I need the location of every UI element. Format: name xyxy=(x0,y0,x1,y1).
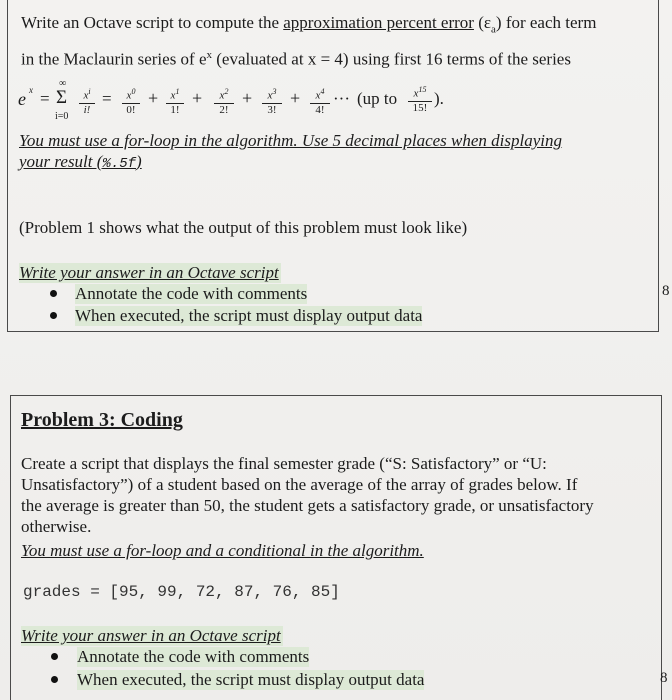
format-spec: %.5f xyxy=(102,156,137,172)
formula-lhs: e xyxy=(18,89,26,109)
line-1-end: ) for each term xyxy=(495,13,597,32)
grades-array-code: grades = [95, 99, 72, 87, 76, 85] xyxy=(23,583,340,601)
bullet-dot xyxy=(51,653,58,660)
problem-2-note: (Problem 1 shows what the output of this problem must look like) xyxy=(19,218,468,237)
loop-instruction-line-2: your result (%.5f) xyxy=(19,152,142,172)
bullet-annotate: Annotate the code with comments xyxy=(77,647,310,666)
term-0: $x^0$ 0! xyxy=(122,86,140,116)
plus-2: + xyxy=(192,88,203,108)
answer-heading: Write your answer in an Octave script xyxy=(19,263,279,282)
formula-upto: (up to xyxy=(357,89,398,108)
answer-heading: Write your answer in an Octave script xyxy=(21,626,281,645)
formula-equals-1: = xyxy=(40,89,50,108)
epsilon-open: (ε xyxy=(473,13,492,32)
bullet-output: When executed, the script must display output data xyxy=(77,670,425,689)
term-4: $x^4$ 4! xyxy=(310,86,330,116)
problem-3-para-line-4: otherwise. xyxy=(21,517,92,536)
problem-3-loop-instruction: You must use a for-loop and a conditional in the algorithm. xyxy=(21,541,424,560)
problem-3-title: Problem 3: Coding xyxy=(21,409,183,431)
line-1-text: Write an Octave script to compute the xyxy=(21,13,284,32)
problem-2-line-2 xyxy=(21,49,571,70)
problem-2-line-1 xyxy=(21,13,596,35)
epsilon-subscript: a xyxy=(491,23,496,36)
bullet-dot xyxy=(50,290,57,297)
general-term-num: x xyxy=(83,89,89,102)
sigma-symbol: Σ xyxy=(56,87,68,108)
term-1: $x^1$ 1! xyxy=(166,86,184,116)
problem-3-para-line-2: Unsatisfactory”) of a student based on the average of the array of grades below. If xyxy=(21,475,578,494)
problem-3-para-line-1: Create a script that displays the final semester grade (“S: Satisfactory” or “U: xyxy=(21,454,547,473)
problem-3-para-line-3: the average is greater than 50, the student gets a satisfactory grade, or unsatisfactory xyxy=(21,496,594,515)
loop-instruction-line-1: You must use a for-loop in the algorithm. Use 5 decimal places when displaying xyxy=(19,131,563,150)
general-term-den: i! xyxy=(83,103,91,116)
edge-mark: 8 xyxy=(662,283,670,299)
formula-close: ). xyxy=(434,89,444,108)
bullet-dot xyxy=(51,676,58,683)
formula-lhs-exp: x xyxy=(29,85,33,95)
line-2-end: (evaluated at x = 4) using first 16 terms of the series xyxy=(212,49,571,69)
general-term-exp: i xyxy=(88,87,91,96)
formula-ellipsis: ··· xyxy=(333,89,350,108)
term-3: $x^3$ 3! xyxy=(262,86,282,116)
line-2-text: in the Maclaurin series of e xyxy=(21,49,207,69)
edge-mark: 8 xyxy=(660,670,668,686)
bullet-dot xyxy=(50,312,57,319)
term-2: $x^2$ 2! xyxy=(214,86,234,116)
term-15: $x^{15}$ 15! xyxy=(408,84,432,114)
bullet-output: When executed, the script must display output data xyxy=(75,306,423,325)
plus-1: + xyxy=(148,88,159,108)
plus-4: + xyxy=(290,88,301,108)
bullet-annotate: Annotate the code with comments xyxy=(75,284,308,303)
sigma-top: ∞ xyxy=(59,78,67,89)
approx-error-term: approximation percent error xyxy=(283,13,474,32)
line-2-exponent: x xyxy=(206,49,213,61)
sigma-bottom: i=0 xyxy=(55,111,69,122)
general-term xyxy=(79,86,95,116)
formula-equals-2: = xyxy=(102,89,112,108)
plus-3: + xyxy=(242,88,253,108)
